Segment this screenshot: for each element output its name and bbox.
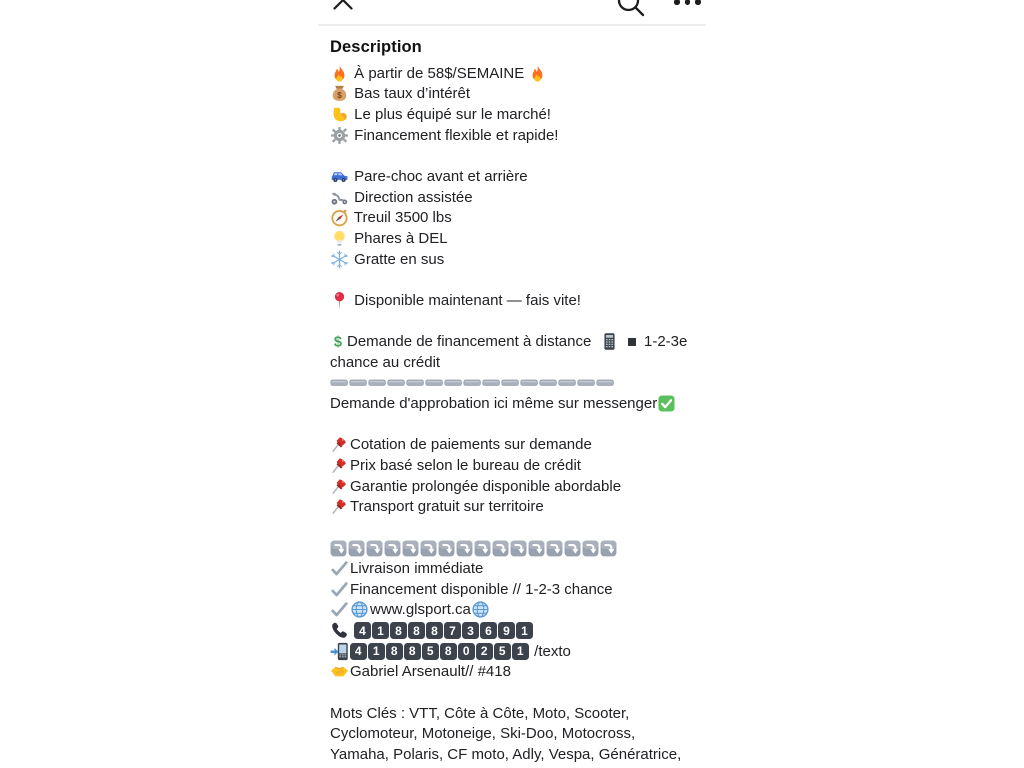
keycap-digit-icon: 1 (516, 622, 533, 639)
description-heading: Description (330, 38, 422, 56)
heavy-minus-icon (577, 373, 596, 392)
description-line (330, 724, 712, 745)
suv-icon (330, 167, 349, 186)
heavy-minus-icon (558, 373, 577, 392)
keycap-digit-icon: 5 (494, 643, 511, 660)
description-line (330, 455, 712, 476)
text-run: /texto (530, 642, 571, 660)
telephone-icon (330, 621, 349, 640)
keycap-digit-icon: 7 (444, 622, 461, 639)
description-line (330, 641, 712, 662)
arrow-curving-down-icon (330, 540, 347, 557)
text-run: Cyclomoteur, Motoneige, Ski-Doo, Motocross, (330, 725, 636, 743)
text-run: Treuil 3500 lbs (350, 209, 452, 227)
heavy-minus-icon (444, 373, 463, 392)
description-line (330, 600, 712, 621)
heavy-minus-icon (387, 373, 406, 392)
check-box-icon (657, 394, 676, 413)
light-bulb-icon (330, 229, 349, 248)
description-line (330, 496, 712, 517)
text-run: Phares à DEL (350, 229, 448, 247)
svg-text:$: $ (333, 334, 343, 351)
description-line (330, 435, 712, 456)
keycap-digit-icon: 4 (354, 622, 371, 639)
gear-icon (330, 126, 349, 145)
heavy-minus-icon (463, 373, 482, 392)
description-line (330, 166, 712, 187)
snowflake-icon (330, 250, 349, 269)
description-line (330, 187, 712, 208)
text-run: Mots Clés : VTT, Côte à Côte, Moto, Scooter, (330, 704, 630, 722)
heavy-minus-icon (596, 373, 615, 392)
keycap-digit-icon: 2 (476, 643, 493, 660)
text-run: Cotation de paiements sur demande (350, 436, 592, 454)
text-run: Transport gratuit sur territoire (350, 498, 544, 516)
arrow-curving-down-icon (492, 540, 509, 557)
dot (695, 0, 701, 5)
description-line (330, 125, 712, 146)
text-run: Demande d'approbation ici même sur messenger (330, 395, 658, 413)
keycap-digit-icon: 5 (422, 643, 439, 660)
heavy-minus-icon (482, 373, 501, 392)
text-run: Gratte en sus (350, 250, 445, 268)
description-line (330, 84, 712, 105)
description-line (330, 414, 712, 435)
description-line (330, 228, 712, 249)
pushpin-icon (330, 497, 349, 516)
description-line (330, 290, 712, 311)
description-line (330, 63, 712, 84)
compass-icon (330, 208, 349, 227)
text-run: Financement disponible // 1-2-3 chance (350, 580, 613, 598)
keycap-digit-icon: 0 (458, 643, 475, 660)
arrow-curving-down-icon (456, 540, 473, 557)
pushpin-icon (330, 456, 349, 475)
text-run: Pare-choc avant et arrière (350, 168, 528, 186)
keycap-digit-icon: 8 (386, 643, 403, 660)
arrow-curving-down-icon (510, 540, 527, 557)
close-icon[interactable] (332, 0, 354, 11)
keycap-digit-icon: 6 (480, 622, 497, 639)
description-line (330, 104, 712, 125)
description-line (330, 538, 712, 559)
keycap-digit-icon: 8 (390, 622, 407, 639)
text-run: À partir de 58$/SEMAINE (350, 64, 529, 82)
more-options-icon[interactable] (674, 0, 702, 7)
money-bag-icon (330, 84, 349, 103)
description-body (330, 63, 712, 765)
keycap-digit-icon: 8 (404, 643, 421, 660)
dot (685, 0, 691, 5)
text-run: Garantie prolongée disponible abordable (350, 477, 622, 495)
description-line (330, 744, 712, 765)
description-line (330, 352, 712, 373)
check-mark-icon (330, 600, 349, 619)
heavy-minus-icon (425, 373, 444, 392)
description-line (330, 311, 712, 332)
description-line (330, 517, 712, 538)
description-line (330, 146, 712, 167)
description-line (330, 620, 712, 641)
keycap-digit-icon: 4 (350, 643, 367, 660)
text-run: www.glsport.ca (370, 601, 471, 619)
text-run: Livraison immédiate (350, 560, 484, 578)
text-run: chance au crédit (330, 353, 441, 371)
arrow-curving-down-icon (438, 540, 455, 557)
description-line (330, 393, 712, 414)
description-line (330, 682, 712, 703)
heavy-minus-icon (539, 373, 558, 392)
text-run: Le plus équipé sur le marché! (350, 106, 551, 124)
arrow-curving-down-icon (600, 540, 617, 557)
calculator-icon (600, 332, 619, 351)
arrow-curving-down-icon (384, 540, 401, 557)
description-line (330, 662, 712, 683)
text-run: Direction assistée (350, 188, 473, 206)
heavy-minus-icon (501, 373, 520, 392)
text-run: Disponible maintenant — fais vite! (350, 291, 581, 309)
heavy-minus-icon (330, 373, 349, 392)
handshake-icon (330, 662, 349, 681)
description-line (330, 476, 712, 497)
description-line (330, 249, 712, 270)
dot (674, 0, 680, 5)
heavy-minus-icon (520, 373, 539, 392)
heavy-dollar-icon (330, 332, 346, 351)
keycap-digit-icon: 1 (372, 622, 389, 639)
arrow-curving-down-icon (420, 540, 437, 557)
text-run: Yamaha, Polaris, CF moto, Adly, Vespa, Génératrice, (330, 745, 682, 763)
round-pushpin-icon (330, 291, 349, 310)
description-line (330, 331, 712, 352)
flexed-biceps-icon (330, 105, 349, 124)
mobile-phone-arrow-icon (330, 642, 349, 661)
keycap-digit-icon: 1 (512, 643, 529, 660)
description-line (330, 269, 712, 290)
text-run: Prix basé selon le bureau de crédit (350, 456, 581, 474)
text-run: Demande de financement à distance (347, 333, 600, 351)
arrow-curving-down-icon (564, 540, 581, 557)
check-mark-icon (330, 580, 349, 599)
keycap-digit-icon: 8 (440, 643, 457, 660)
heavy-minus-icon (349, 373, 368, 392)
pushpin-icon (330, 477, 349, 496)
text-run: 1-2-3e (639, 333, 688, 351)
arrow-curving-down-icon (546, 540, 563, 557)
keycap-digit-icon: 1 (368, 643, 385, 660)
description-line (330, 558, 712, 579)
text-run (620, 333, 624, 350)
text-run: Bas taux d’intérêt (350, 85, 471, 103)
text-run: Financement flexible et rapide! (350, 126, 559, 144)
fire-icon (528, 64, 547, 83)
pushpin-icon (330, 435, 349, 454)
arrow-curving-down-icon (528, 540, 545, 557)
topbar-divider (318, 24, 706, 26)
keycap-digit-icon: 8 (426, 622, 443, 639)
fire-icon (330, 64, 349, 83)
black-small-square-icon (626, 336, 638, 348)
description-line (330, 373, 712, 394)
arrow-curving-down-icon (474, 540, 491, 557)
motor-scooter-icon (330, 188, 349, 207)
heavy-minus-icon (406, 373, 425, 392)
search-icon[interactable] (615, 0, 647, 19)
arrow-curving-down-icon (402, 540, 419, 557)
description-line (330, 207, 712, 228)
keycap-digit-icon: 8 (408, 622, 425, 639)
text-run: Gabriel Arsenault// #418 (350, 663, 511, 681)
svg-text:$: $ (337, 90, 342, 101)
keycap-digit-icon: 9 (498, 622, 515, 639)
arrow-curving-down-icon (366, 540, 383, 557)
description-line (330, 703, 712, 724)
check-mark-icon (330, 559, 349, 578)
arrow-curving-down-icon (348, 540, 365, 557)
globe-icon (350, 600, 369, 619)
description-line (330, 579, 712, 600)
globe-icon (471, 600, 490, 619)
arrow-curving-down-icon (582, 540, 599, 557)
heavy-minus-icon (368, 373, 387, 392)
keycap-digit-icon: 3 (462, 622, 479, 639)
